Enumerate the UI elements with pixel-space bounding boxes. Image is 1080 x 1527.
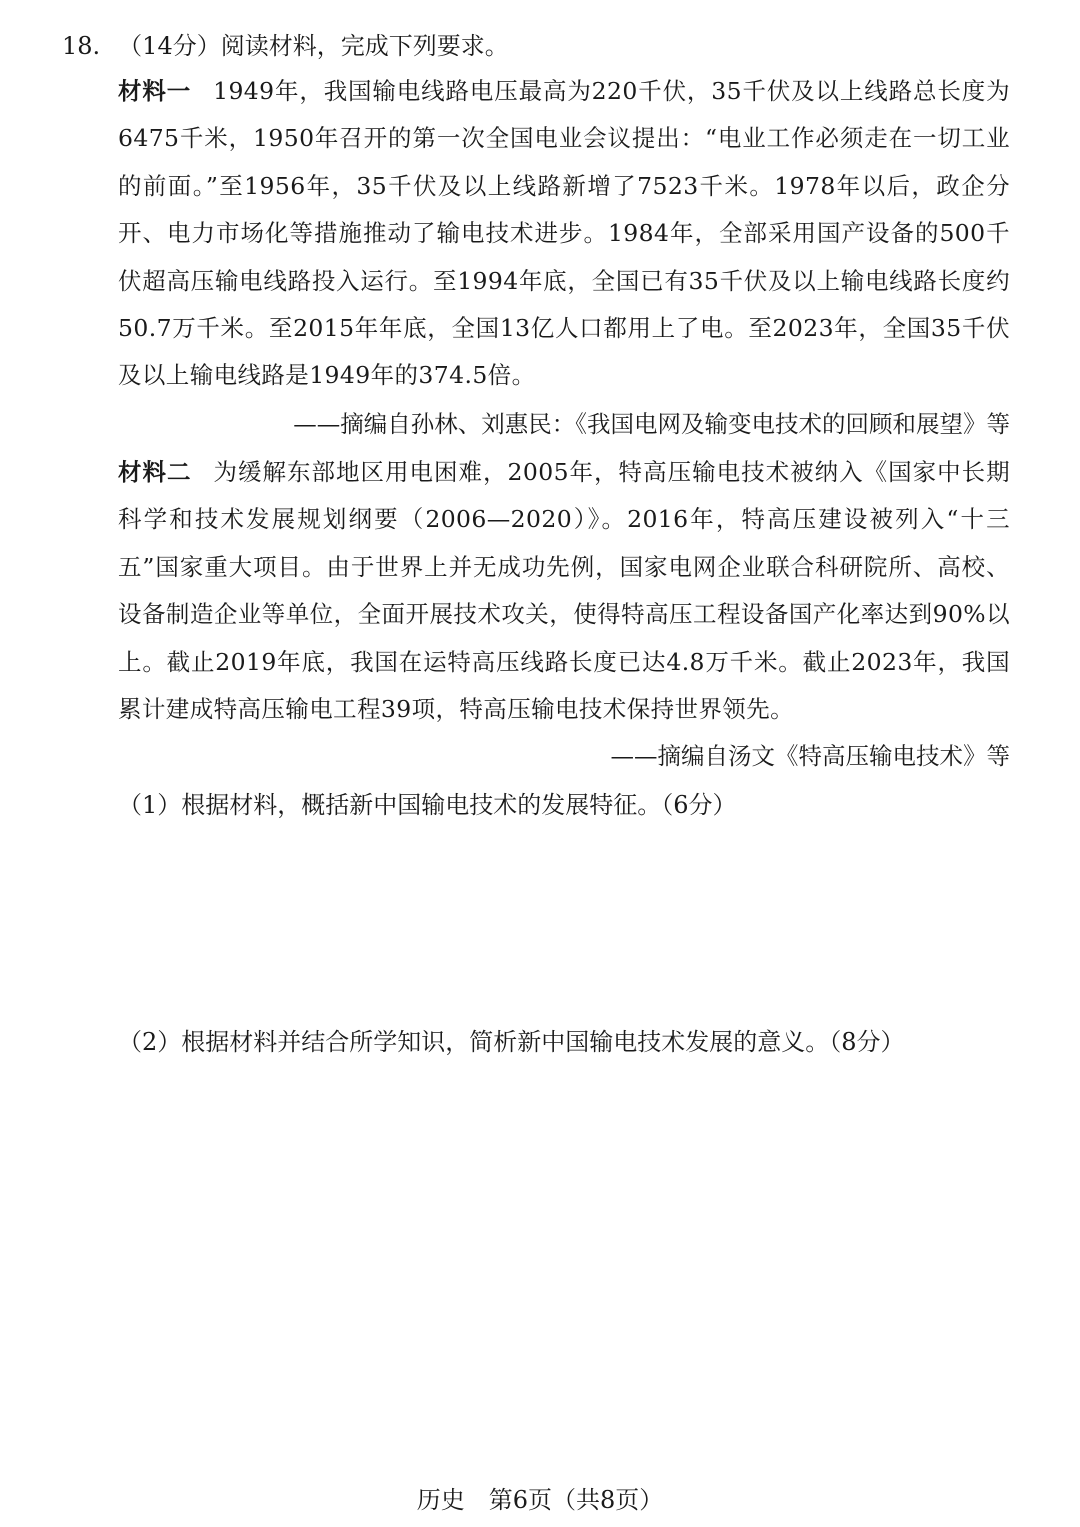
page-footer: 历史 第6页（共8页） bbox=[416, 1486, 664, 1514]
material-one-label: 材料一 bbox=[118, 77, 192, 105]
sub-question-2: （2）根据材料并结合所学知识，简析新中国输电技术发展的意义。（8分） bbox=[118, 1028, 905, 1056]
material-one bbox=[118, 68, 1010, 400]
question-number: 18. bbox=[62, 32, 101, 60]
material-one-source: ——摘编自孙林、刘惠民：《我国电网及输变电技术的回顾和展望》等 bbox=[293, 410, 1010, 438]
question-instruction: （14分）阅读材料，完成下列要求。 bbox=[118, 32, 509, 60]
material-two-label: 材料二 bbox=[118, 458, 192, 486]
question-header bbox=[62, 26, 509, 66]
sub-question-1: （1）根据材料，概括新中国输电技术的发展特征。（6分） bbox=[118, 791, 737, 819]
material-one-text: 1949年，我国输电线路电压最高为220千伏，35千伏及以上线路总长度为6475千米，1950年召开的第一次全国电业会议提出：“电业工作必须走在一切工业的前面。”至1956年，35千伏及以上线路新增了7523千米。1978年以后，政企分开、电力市场化等措施推动了输电技术进步。1984年，全部采用国产设备的500千伏超高压输电线路投入运行。至1994年底，全国已有35千伏及以上输电线路长度约50.7万千米。至2015年年底，全国13亿人口都用上了电。至2023年，全国35千伏及以上输电线路是1949年的374.5倍。 bbox=[118, 77, 1010, 390]
material-two-source: ——摘编自汤文《特高压输电技术》等 bbox=[610, 742, 1010, 770]
material-two bbox=[118, 449, 1010, 733]
material-two-text: 为缓解东部地区用电困难，2005年，特高压输电技术被纳入《国家中长期科学和技术发展规划纲要（2006—2020）》。2016年，特高压建设被列入“十三五”国家重大项目。由于世界上并无成功先例，国家电网企业联合科研院所、高校、设备制造企业等单位，全面开展技术攻关，使得特高压工程设备国产化率达到90%以上。截止2019年底，我国在运特高压线路长度已达4.8万千米。截止2023年，我国累计建成特高压输电工程39项，特高压输电技术保持世界领先。 bbox=[118, 458, 1011, 724]
